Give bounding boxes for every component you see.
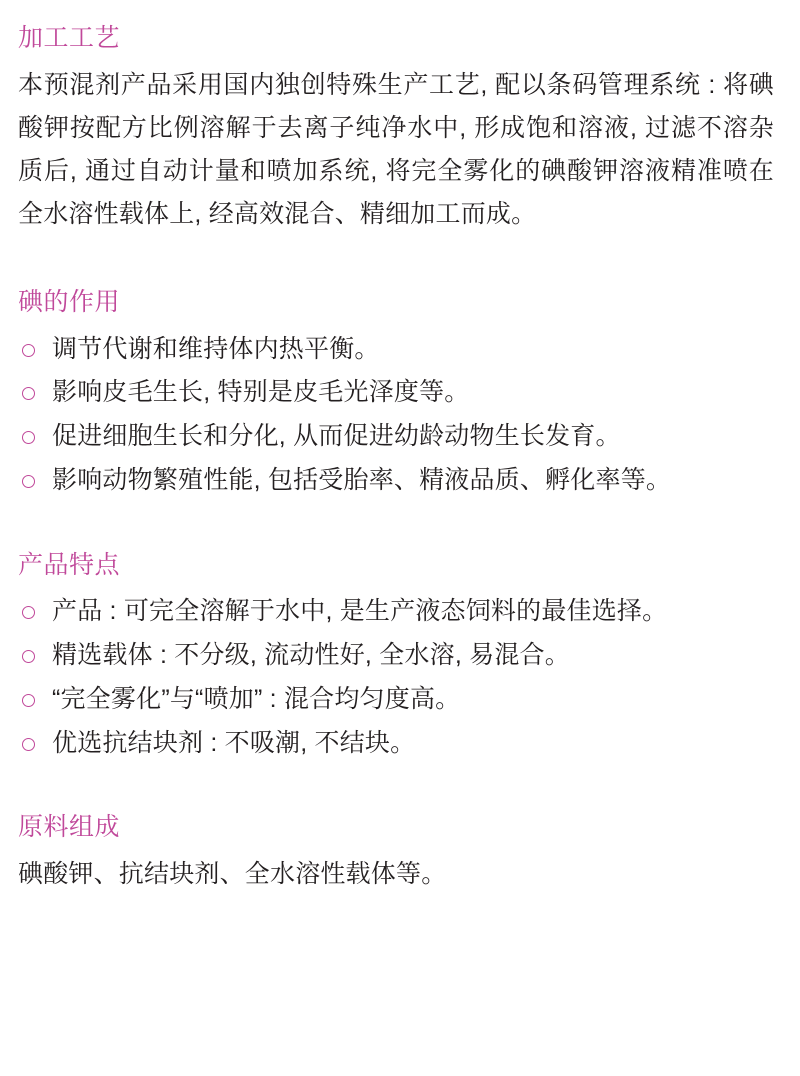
list-item-label: 影响动物繁殖性能, 包括受胎率、精液品质、孵化率等。 bbox=[52, 465, 672, 494]
spacer bbox=[18, 505, 774, 549]
list-item-label: “完全雾化”与“喷加” : 混合均匀度高。 bbox=[52, 684, 461, 713]
list-iodine-function bbox=[18, 328, 774, 503]
section-title-processing-technology: 加工工艺 bbox=[18, 24, 121, 52]
list-item bbox=[18, 590, 774, 634]
section-raw-materials bbox=[18, 811, 774, 896]
section-product-features bbox=[18, 549, 774, 766]
circle-bullet-icon bbox=[22, 431, 35, 444]
list-product-features bbox=[18, 590, 774, 765]
circle-bullet-icon bbox=[22, 738, 35, 751]
list-item-label: 产品 : 可完全溶解于水中, 是生产液态饲料的最佳选择。 bbox=[52, 597, 668, 626]
spacer bbox=[18, 238, 774, 286]
list-item-label: 影响皮毛生长, 特别是皮毛光泽度等。 bbox=[52, 378, 470, 407]
list-item bbox=[18, 634, 774, 678]
list-item bbox=[18, 328, 774, 372]
list-item-label: 促进细胞生长和分化, 从而促进幼龄动物生长发育。 bbox=[52, 422, 621, 450]
section-title-raw-materials: 原料组成 bbox=[18, 813, 121, 842]
list-item bbox=[18, 459, 774, 503]
section-processing-technology bbox=[18, 22, 774, 236]
spacer bbox=[18, 767, 774, 811]
list-item-label: 调节代谢和维持体内热平衡。 bbox=[52, 334, 380, 363]
circle-bullet-icon bbox=[22, 344, 35, 357]
list-item-label: 优选抗结块剂 : 不吸潮, 不结块。 bbox=[52, 728, 416, 757]
section-title-product-features: 产品特点 bbox=[18, 550, 121, 579]
section-body-processing-technology: 本预混剂产品采用国内独创特殊生产工艺, 配以条码管理系统 : 将碘酸钾按配方比例溶解于去离子纯净水中, 形成饱和溶液, 过滤不溶杂质后, 通过自动计量和喷加系统, 将完全雾化的碘酸钾溶液精准喷在全水溶性载体上, 经高效混合、精细加工而成。 bbox=[18, 70, 774, 228]
section-iodine-function bbox=[18, 286, 774, 503]
section-title-iodine-function: 碘的作用 bbox=[18, 287, 121, 316]
section-body-raw-materials: 碘酸钾、抗结块剂、全水溶性载体等。 bbox=[18, 860, 447, 888]
list-item bbox=[18, 678, 774, 722]
circle-bullet-icon bbox=[22, 694, 35, 707]
circle-bullet-icon bbox=[22, 606, 35, 619]
list-item-label: 精选载体 : 不分级, 流动性好, 全水溶, 易混合。 bbox=[52, 641, 570, 669]
circle-bullet-icon bbox=[22, 650, 35, 663]
list-item bbox=[18, 415, 774, 459]
list-item bbox=[18, 371, 774, 415]
circle-bullet-icon bbox=[22, 475, 35, 488]
list-item bbox=[18, 722, 774, 766]
circle-bullet-icon bbox=[22, 387, 35, 400]
